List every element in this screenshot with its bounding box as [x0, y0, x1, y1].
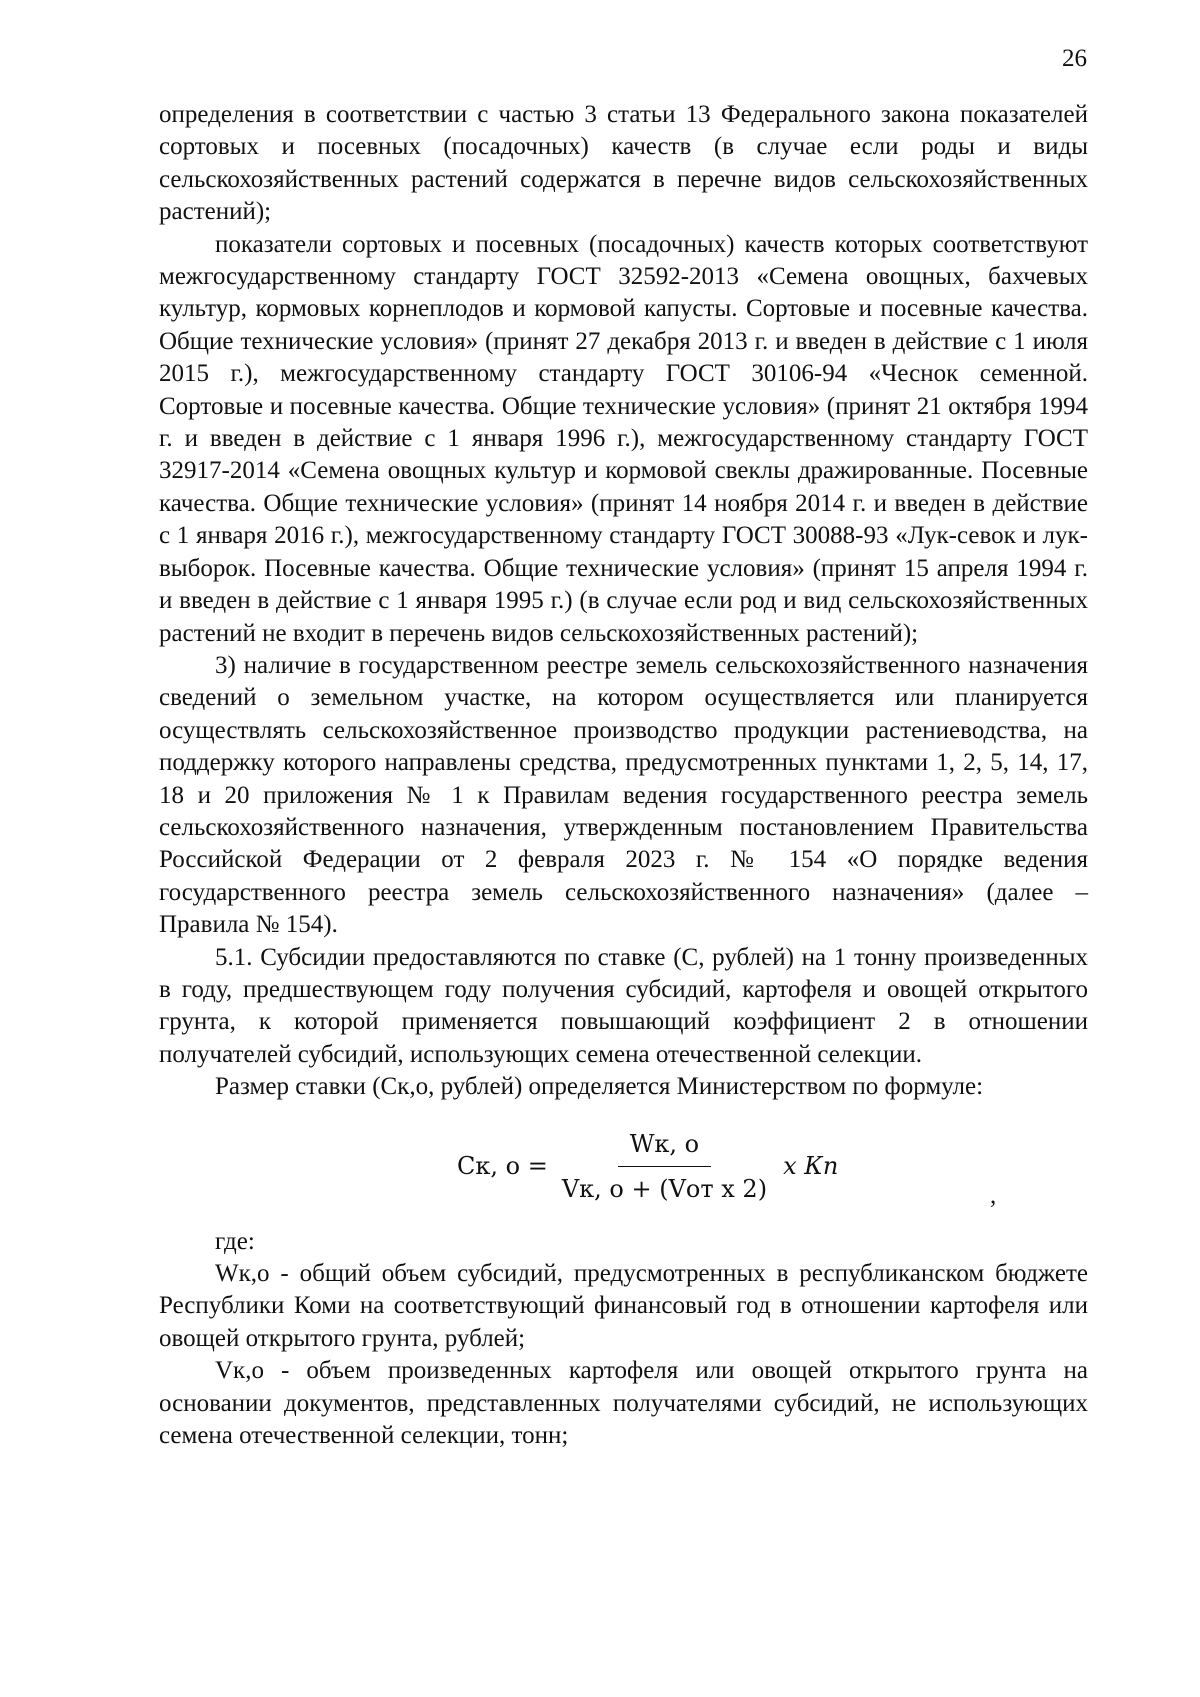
rate-formula	[457, 1128, 838, 1206]
document-body	[159, 99, 1088, 1452]
paragraph-item-3: 3) наличие в государственном реестре земель сельскохозяйственного назначения сведений о земельном участке, на котором осуществляется или планируется осуществлять сельскохозяйственное производство продукции растениеводства, на поддержку которого направлены средства, предусмотренных пунктами 1, 2, 5, 14, 17, 18 и 20 приложения № 1 к Правилам ведения государственного реестра земель сельскохозяйственного назначения, утвержденным постановлением Правительства Российской Федерации от 2 февраля 2023 г. № 154 «О порядке ведения государственного реестра земель сельскохозяйственного назначения» (далее – Правила № 154).	[159, 651, 1088, 939]
paragraph-standards: показатели сортовых и посевных (посадочных) качеств которых соответствуют межгосударственному стандарту ГОСТ 32592-2013 «Семена овощных, бахчевых культур, кормовых корнеплодов и кормовой капусты. Сортовые и посевные качества. Общие технические условия» (принят 27 декабря 2013 г. и введен в действие с 1 июля 2015 г.), межгосударственному стандарту ГОСТ 30106-94 «Чеснок семенной. Сортовые и посевные качества. Общие технические условия» (принят 21 октября 1994 г. и введен в действие с 1 января 1996 г.), межгосударственному стандарту ГОСТ 32917-2014 «Семена овощных культур и кормовой свеклы дражированные. Посевные качества. Общие технические условия» (принят 14 ноября 2014 г. и введен в действие с 1 января 2016 г.), межгосударственному стандарту ГОСТ 30088-93 «Лук-севок и лук-выборок. Посевные качества. Общие технические условия» (принят 15 апреля 1994 г. и введен в действие с 1 января 1995 г.) (в случае если род и вид сельскохозяйственных растений не входит в перечень видов сельскохозяйственных растений);	[159, 230, 1088, 647]
formula-denominator: Vк, о + (Vот х 2)	[561, 1175, 768, 1203]
paragraph-5-1: 5.1. Субсидии предоставляются по ставке (С, рублей) на 1 тонну произведенных в году, предшествующем году получения субсидий, картофеля и овощей открытого грунта, к которой применяется повышающий коэффициент 2 в отношении получателей субсидий, использующих семена отечественной селекции.	[159, 943, 1088, 1068]
formula-numerator: Wк, о	[618, 1128, 711, 1167]
paragraph-continuation: определения в соответствии с частью 3 статьи 13 Федерального закона показателей сортовых и посевных (посадочных) качеств (в случае если роды и виды сельскохозяйственных растений содержатся в перечне видов сельскохозяйственных растений);	[159, 101, 1088, 226]
formula-lhs: Ск, о =	[457, 1152, 548, 1181]
page-number: 26	[1062, 45, 1087, 72]
definition-v: Vк,о - объем произведенных картофеля или овощей открытого грунта на основании документов, представленных получателями субсидий, не использующих семена отечественной селекции, тонн;	[159, 1357, 1088, 1450]
definition-w: Wк,о - общий объем субсидий, предусмотренных в республиканском бюджете Республики Коми на соответствующий финансовый год в отношении картофеля или овощей открытого грунта, рублей;	[159, 1260, 1088, 1352]
formula-block	[159, 1108, 1088, 1226]
where-label: где:	[215, 1227, 255, 1255]
formula-trailing-comma: ,	[990, 1181, 997, 1209]
paragraph-rate-intro: Размер ставки (Ск,о, рублей) определяется Министерством по формуле:	[215, 1073, 984, 1101]
formula-fraction	[558, 1128, 771, 1206]
formula-multiplier: х Кп	[783, 1152, 839, 1181]
